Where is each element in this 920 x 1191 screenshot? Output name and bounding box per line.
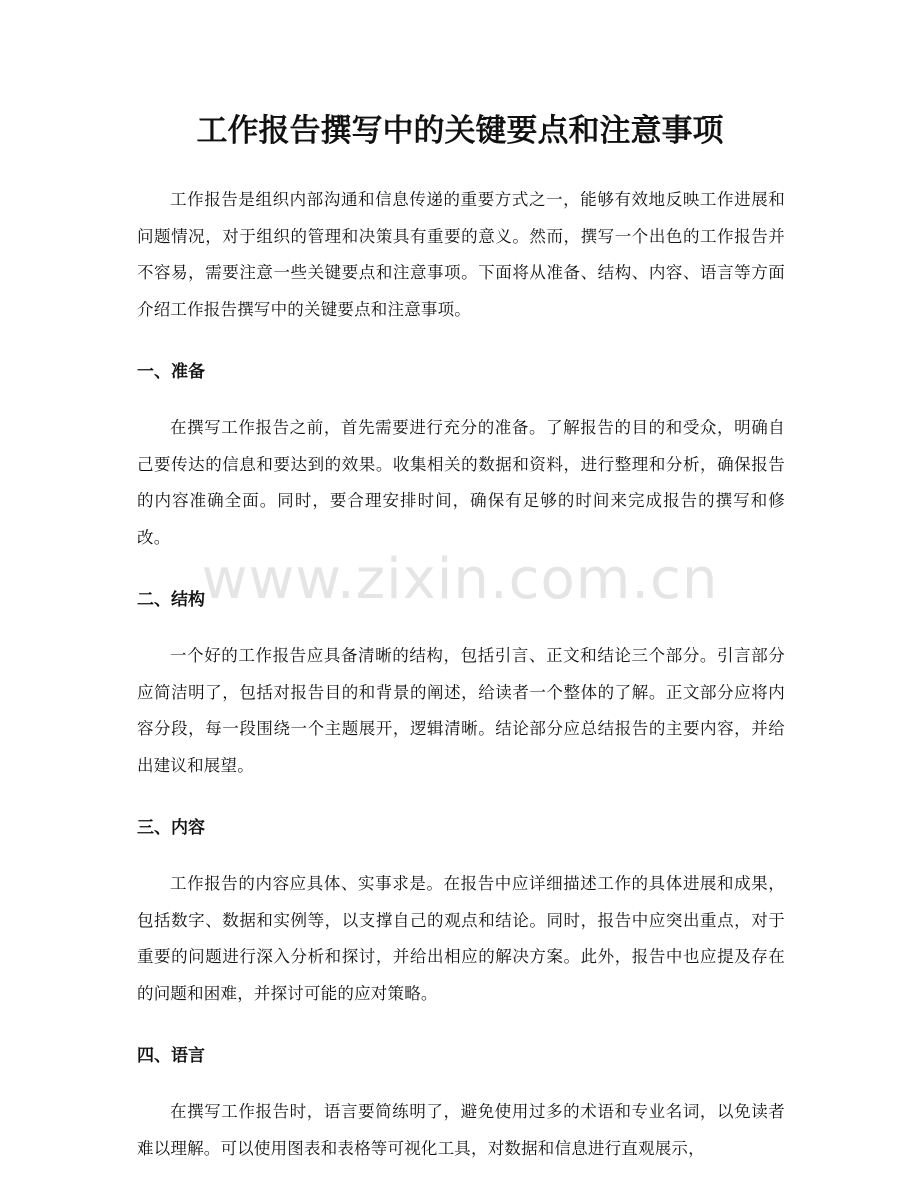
section-body-language: 在撰写工作报告时，语言要简练明了，避免使用过多的术语和专业名词，以免读者难以理解。可以使用图表和表格等可视化工具，对数据和信息进行直观展示， — [137, 1102, 785, 1158]
document-body — [137, 182, 785, 1167]
section-heading-content: 三、内容 — [137, 818, 205, 838]
section-heading-preparation: 一、准备 — [137, 362, 205, 382]
watermark: www.zixin.com.cn — [201, 547, 719, 612]
section-body-preparation: 在撰写工作报告之前，首先需要进行充分的准备。了解报告的目的和受众，明确自己要传达的信息和要达到的效果。收集相关的数据和资料，进行整理和分析，确保报告的内容准确全面。同时，要合理安排时间，确保有足够的时间来完成报告的撰写和修改。 — [137, 418, 785, 547]
section-heading-language: 四、语言 — [137, 1046, 205, 1066]
section-body-content: 工作报告的内容应具体、实事求是。在报告中应详细描述工作的具体进展和成果，包括数字、数据和实例等，以支撑自己的观点和结论。同时，报告中应突出重点，对于重要的问题进行深入分析和探讨，并给出相应的解决方案。此外，报告中也应提及存在的问题和困难，并探讨可能的应对策略。 — [137, 874, 785, 1003]
document-title: 工作报告撰写中的关键要点和注意事项 — [196, 113, 724, 149]
intro-paragraph: 工作报告是组织内部沟通和信息传递的重要方式之一，能够有效地反映工作进展和问题情况，对于组织的管理和决策具有重要的意义。然而，撰写一个出色的工作报告并不容易，需要注意一些关键要点和注意事项。下面将从准备、结构、内容、语言等方面介绍工作报告撰写中的关键要点和注意事项。 — [137, 190, 785, 319]
section-body-structure: 一个好的工作报告应具备清晰的结构，包括引言、正文和结论三个部分。引言部分应简洁明了，包括对报告目的和背景的阐述，给读者一个整体的了解。正文部分应将内容分段，每一段围绕一个主题展开，逻辑清晰。结论部分应总结报告的主要内容，并给出建议和展望。 — [137, 646, 785, 775]
section-heading-structure: 二、结构 — [137, 590, 205, 610]
